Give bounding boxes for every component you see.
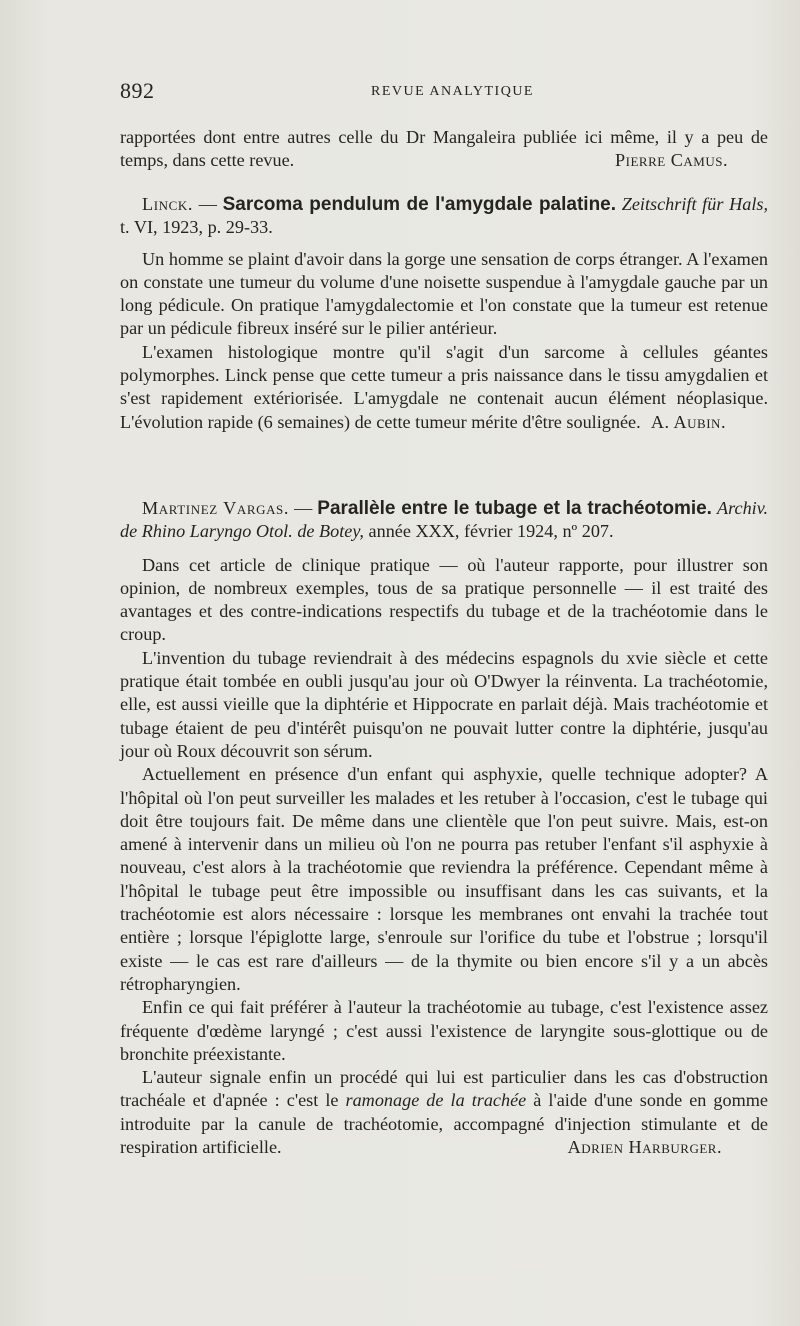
article-vargas-title: Parallèle entre le tubage et la trachéotomie. (317, 498, 712, 519)
article-vargas-p5-before: L'auteur signale enfin un procédé qui lui est particulier dans les cas d'obstruction trachéale et d'apnée : c'est le (120, 1067, 768, 1111)
intro-signature: Pierre Camus. (615, 150, 728, 171)
article-linck-paragraph-1: Un homme se plaint d'avoir dans la gorge une sensation de corps étranger. A l'examen on constate une tumeur du volume d'une noisette suspendue à l'amygdale gauche par un long pédicule. On pratique l'amygdalectomie et l'on constate que la tumeur est retenue par un pédicule fibreux inséré sur le pilier antérieur. (120, 248, 768, 339)
article-vargas-ref: année XXX, février 1924, nº 207. (368, 521, 614, 542)
article-vargas-heading (120, 497, 768, 544)
article-linck-signature: A. Aubin. (650, 411, 726, 432)
article-vargas-p5-italic: ramonage de la trachée (345, 1090, 527, 1111)
running-title: REVUE ANALYTIQUE (371, 84, 534, 99)
article-linck-ref: t. VI, 1923, p. 29-33. (120, 217, 273, 238)
article-linck-heading (120, 193, 768, 240)
article-vargas-signature: Adrien Harburger. (567, 1137, 722, 1158)
page-header (120, 78, 785, 108)
article-vargas-p5-after: à l'aide d'une sonde en gomme introduite par la canule de trachéotomie, accompagné d'injection stimulante et de respiration artificielle. (120, 1090, 768, 1158)
intro-text: rapportées dont entre autres celle du Dr Mangaleira publiée ici même, il y a peu de temps, dans cette revue. (120, 127, 768, 171)
article-vargas-paragraph-4: Enfin ce qui fait préférer à l'auteur la trachéotomie au tubage, c'est l'existence assez fréquente d'œdème laryngé ; c'est aussi l'existence de laryngite sous-glottique ou de bronchite préexistante. (120, 997, 768, 1064)
article-linck-title: Sarcoma pendulum de l'amygdale palatine. (222, 194, 617, 215)
article-vargas-paragraph-1: Dans cet article de clinique pratique — où l'auteur rapporte, pour illustrer son opinion, de nombreux exemples, tous de sa pratique personnelle — il est traité des avantages et des contre-indications respectifs du tubage et de la trachéotomie dans le croup. (120, 554, 768, 645)
page-number: 892 (120, 78, 155, 103)
article-linck (120, 193, 768, 434)
article-linck-dash: — (193, 194, 223, 214)
article-vargas-author: Martinez Vargas. (142, 498, 290, 518)
article-vargas-paragraph-3: Actuellement en présence d'un enfant qui asphyxie, quelle technique adopter? A l'hôpital où l'on peut surveiller les malades et les retuber à l'occasion, c'est le tubage qui doit être toujours fait. De même dans une clientèle que l'on peut suivre. Mais, est-on amené à intervenir dans un milieu où l'on ne pourra pas retuber l'enfant s'il asphyxie à nouveau, c'est alors à la trachéotomie que reviendra la préférence. Cependant même à l'hôpital le tubage peut être impossible ou insuffisant dans les cas suivants, et la trachéotomie est alors nécessaire : lorsque les membranes ont envahi la trachée tout entière ; lorsque l'épiglotte large, s'enroule sur l'orifice du tube et l'obstrue ; lorsqu'il existe — le cas est rare d'ailleurs — de la thymite ou bien encore s'il y a un abcès rétropharyngien. (120, 764, 768, 994)
article-linck-journal: Zeitschrift für Hals, (621, 194, 768, 214)
article-linck-paragraph-2-text: L'examen histologique montre qu'il s'agit d'un sarcome à cellules géantes polymorphes. Linck pense que cette tumeur a pris naissance dans le tissu amygdalien et s'est rapidement extériorisée. L'amygdale ne contenait aucun élément néoplasique. L'évolution rapide (6 semaines) de cette tumeur mérite d'être soulignée. (120, 341, 768, 432)
intro-block (120, 126, 768, 173)
article-vargas (120, 497, 768, 1159)
article-linck-author: Linck. (142, 194, 194, 214)
article-vargas-journal: Archiv. de Rhino Laryngo Otol. de Botey, (120, 498, 768, 542)
article-vargas-dash: — (289, 498, 318, 518)
article-vargas-paragraph-2: L'invention du tubage reviendrait à des médecins espagnols du xvie siècle et cette pratique était tombée en oubli jusqu'au jour où O'Dwyer la réinventa. La trachéotomie, elle, est aussi vieille que la diphtérie et Hippocrate en parlait déjà. Mais trachéotomie et tubage étaient de peu d'intérêt puisqu'on ne pouvait lutter contre la diphtérie, jusqu'au jour où Roux découvrit son sérum. (120, 647, 768, 761)
